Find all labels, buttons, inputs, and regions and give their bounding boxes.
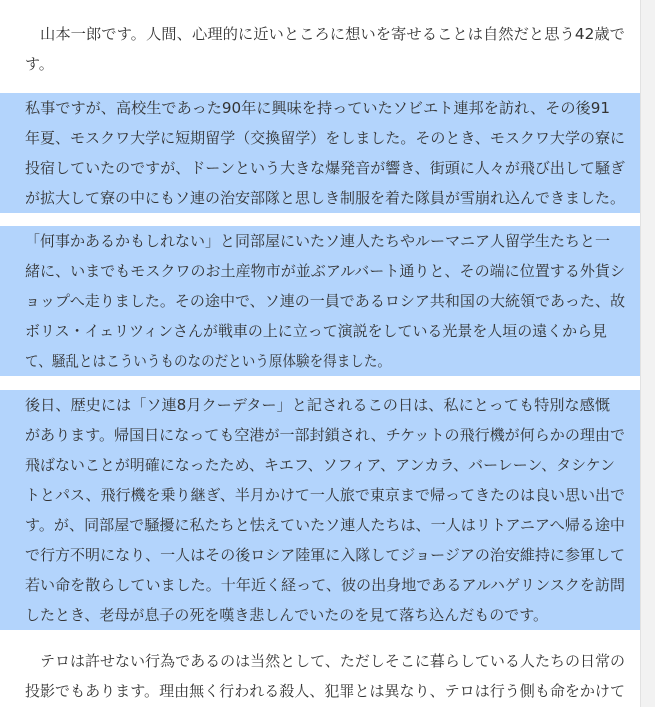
paragraph-line-selected: があります。帰国日になっても空港が一部封鎖され、チケットの飛行機が何らかの理由で: [0, 420, 640, 450]
paragraph-line-selected: が拡大して寮の中にもソ連の治安部隊と思しき制服を着た隊員が雪崩れ込んできました。: [0, 183, 640, 213]
paragraph-line-selected: 後日、歴史には「ソ連8月クーデター」と記されるこの日は、私にとっても特別な感慨: [0, 390, 640, 420]
paragraph-line-selected: 年夏、モスクワ大学に短期留学（交換留学）をしました。そのとき、モスクワ大学の寮に: [0, 123, 640, 153]
paragraph-line: 山本一郎です。人間、心理的に近いところに想いを寄せることは自然だと思う42歳で: [40, 25, 625, 43]
paragraph-line-selected: 飛ばないことが明確になったため、キエフ、ソフィア、アンカラ、バーレーン、タシケン: [0, 450, 640, 480]
paragraph-line-selected: 投宿していたのですが、ドーンという大きな爆発音が響き、街頭に人々が飛び出して騒ぎ: [0, 153, 640, 183]
paragraph-coup-aftermath: [25, 390, 625, 630]
paragraph-line: 投影でもあります。理由無く行われる殺人、犯罪とは異なり、テロは行う側も命をかけて: [25, 682, 625, 700]
paragraph-line-selected: す。が、同部屋で騒擾に私たちと怯えていたソ連人たちは、一人はリトアニアへ帰る途中: [0, 510, 640, 540]
paragraph-line-selected: 若い命を散らしていました。十年近く経って、彼の出身地であるアルハゲリンスクを訪問: [0, 570, 640, 600]
paragraph-line: す。: [25, 55, 54, 73]
paragraph-line-selected: したとき、老母が息子の死を嘆き悲しんでいたのを見て落ち込んだものです。: [0, 600, 640, 630]
paragraph-arbat-street: [25, 226, 625, 376]
paragraph-line-selected: 私事ですが、高校生であった90年に興味を持っていたソビエト連邦を訪れ、その後91: [0, 93, 640, 123]
paragraph-terror: [25, 646, 625, 706]
paragraph-intro: [25, 19, 625, 79]
paragraph-line: テロは許せない行為であるのは当然として、ただしそこに暮らしている人たちの日常の: [40, 652, 625, 670]
paragraph-line-selected: で行方不明になり、一人はその後ロシア陸軍に入隊してジョージアの治安維持に参軍して: [0, 540, 640, 570]
paragraph-line-selected: ョップへ走りました。その途中で、ソ連の一員であるロシア共和国の大統領であった、故: [0, 286, 640, 316]
paragraph-line-selected: トとパス、飛行機を乗り継ぎ、半月かけて一人旅で東京まで帰ってきたのは良い思い出で: [0, 480, 640, 510]
paragraph-study-abroad: [25, 93, 625, 213]
paragraph-line-selected: 緒に、いまでもモスクワのお土産物市が並ぶアルバート通りと、その端に位置する外貨シ: [0, 256, 640, 286]
paragraph-line-selected: ボリス・イェリツィンさんが戦車の上に立って演説をしている光景を人垣の遠くから見: [0, 316, 640, 346]
paragraph-line-selected: て、騒乱とはこういうものなのだという原体験を得ました。: [0, 346, 640, 376]
paragraph-line-selected: 「何事かあるかもしれない」と同部屋にいたソ連人たちやルーマニア人留学生たちと一: [0, 226, 640, 256]
page-right-edge: [640, 0, 655, 707]
